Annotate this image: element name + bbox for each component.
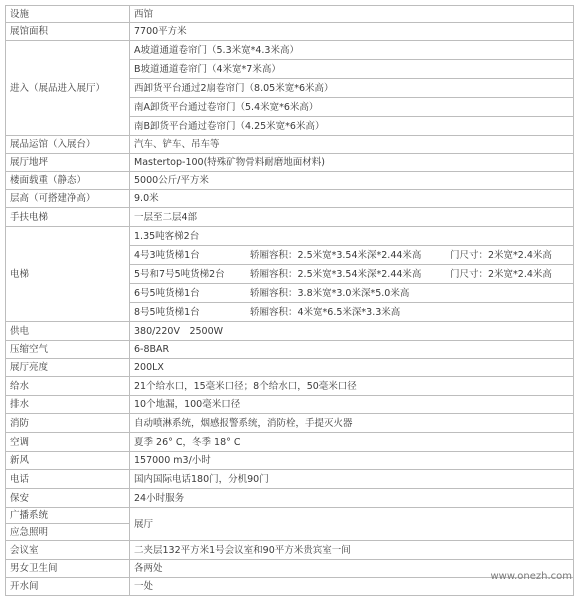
elevator-name: 8号5吨货梯1台	[134, 306, 200, 318]
row-label: 会议室	[6, 541, 130, 560]
row-value: 二夹层132平方米1号会议室和90平方米贵宾室一间	[130, 541, 574, 560]
row-value: 一层至二层4部	[130, 208, 574, 227]
elevator-door-size: 门尺寸：2米宽*2.4米高	[450, 268, 552, 280]
entry-door-a: A坡道通道卷帘门（5.3米宽*4.3米高）	[130, 41, 574, 60]
elevator-cabin-size: 轿厢容积：3.8米宽*3.0米深*5.0米高	[250, 287, 410, 299]
table-row	[6, 190, 574, 208]
row-label: 楼面载重（静态）	[6, 172, 130, 190]
row-value: 10个地漏，100毫米口径	[130, 396, 574, 414]
table-row	[6, 452, 574, 470]
row-label-entry: 进入（展品进入展厅）	[6, 41, 130, 136]
row-value: 24小时服务	[130, 489, 574, 508]
row-value: 21个给水口，15毫米口径；8个给水口，50毫米口径	[130, 377, 574, 396]
entry-west-platform: 西卸货平台通过2扇卷帘门（8.05米宽*6米高）	[130, 79, 574, 98]
row-label-elevator: 电梯	[6, 227, 130, 322]
row-value: 自动喷淋系统，烟感报警系统，消防栓，手提灭火器	[130, 414, 574, 433]
table-row	[6, 341, 574, 359]
row-value: 9.0米	[130, 190, 574, 208]
table-row	[6, 508, 574, 524]
table-row	[6, 396, 574, 414]
elevator-name: 5号和7号5吨货梯2台	[134, 268, 225, 280]
table-row	[6, 227, 574, 246]
row-value: 夏季 26° C，冬季 18° C	[130, 433, 574, 452]
row-label: 展厅亮度	[6, 359, 130, 377]
watermark: www.onezh.com	[490, 571, 572, 582]
row-value: 西馆	[130, 6, 574, 23]
row-label: 排水	[6, 396, 130, 414]
row-label: 展馆面积	[6, 23, 130, 41]
table-row	[6, 6, 574, 23]
table-row	[6, 414, 574, 433]
row-label-emergency-lighting: 应急照明	[6, 524, 130, 541]
table-row	[6, 578, 574, 596]
table-row	[6, 136, 574, 154]
table-row	[6, 541, 574, 560]
table-row	[6, 23, 574, 41]
elevator-cabin-size: 轿厢容积：2.5米宽*3.54米深*2.44米高	[250, 249, 422, 261]
row-value: 157000 m3/小时	[130, 452, 574, 470]
elevator-door-size: 门尺寸：2米宽*2.4米高	[450, 249, 552, 261]
entry-south-b-platform: 南B卸货平台通过卷帘门（4.25米宽*6米高）	[130, 117, 574, 136]
row-value: 5000公斤/平方米	[130, 172, 574, 190]
table-row	[6, 489, 574, 508]
row-value: 国内国际电话180门，分机90门	[130, 470, 574, 489]
elevator-cabin-size: 轿厢容积：2.5米宽*3.54米深*2.44米高	[250, 268, 422, 280]
row-value: 380/220V 2500W	[130, 322, 574, 341]
entry-door-b: B坡道通道卷帘门（4米宽*7米高）	[130, 60, 574, 79]
row-label: 展厅地坪	[6, 154, 130, 172]
row-label: 供电	[6, 322, 130, 341]
elevator-name: 6号5吨货梯1台	[134, 287, 200, 299]
row-value: 各两处	[130, 560, 574, 578]
elevator-row	[130, 265, 574, 284]
row-value: 7700平方米	[130, 23, 574, 41]
row-label: 保安	[6, 489, 130, 508]
table-row	[6, 560, 574, 578]
table-row	[6, 154, 574, 172]
table-row	[6, 377, 574, 396]
table-row	[6, 359, 574, 377]
table-row	[6, 470, 574, 489]
entry-south-a-platform: 南A卸货平台通过卷帘门（5.4米宽*6米高）	[130, 98, 574, 117]
table-row	[6, 41, 574, 60]
row-label: 消防	[6, 414, 130, 433]
row-label: 给水	[6, 377, 130, 396]
elevator-row	[130, 246, 574, 265]
row-value: 汽车、铲车、吊车等	[130, 136, 574, 154]
row-label: 层高（可搭建净高）	[6, 190, 130, 208]
row-label: 设施	[6, 6, 130, 23]
elevator-row	[130, 303, 574, 322]
row-label: 电话	[6, 470, 130, 489]
broadcast-value: 展厅	[130, 508, 574, 541]
row-label: 空调	[6, 433, 130, 452]
elevator-cabin-size: 轿厢容积：4米宽*6.5米深*3.3米高	[250, 306, 401, 318]
row-value: 6-8BAR	[130, 341, 574, 359]
row-label: 新风	[6, 452, 130, 470]
row-value: Mastertop-100(特殊矿物骨料耐磨地面材料)	[130, 154, 574, 172]
row-label: 开水间	[6, 578, 130, 596]
facility-spec-table	[5, 5, 574, 596]
row-label: 手扶电梯	[6, 208, 130, 227]
table-row	[6, 172, 574, 190]
row-label: 男女卫生间	[6, 560, 130, 578]
table-row	[6, 433, 574, 452]
row-label: 压缩空气	[6, 341, 130, 359]
row-label: 展品运馆（入展台）	[6, 136, 130, 154]
elevator-name: 4号3吨货梯1台	[134, 249, 200, 261]
table-row	[6, 208, 574, 227]
row-label-broadcast: 广播系统	[6, 508, 130, 524]
elevator-row	[130, 227, 574, 246]
elevator-name: 1.35吨客梯2台	[134, 230, 200, 242]
row-value: 一处	[130, 578, 574, 596]
elevator-row	[130, 284, 574, 303]
table-row	[6, 322, 574, 341]
row-value: 200LX	[130, 359, 574, 377]
